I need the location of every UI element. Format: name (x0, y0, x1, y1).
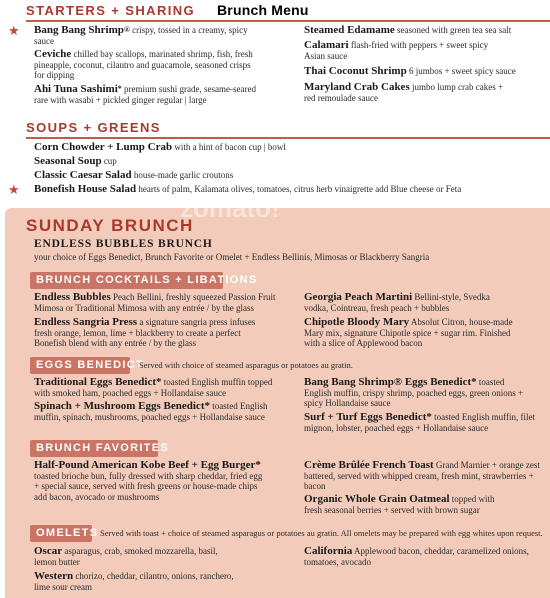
menu-item: Oscar asparagus, crab, smoked mozzarella, basil, lemon butter (34, 545, 218, 567)
starters-heading: STARTERS + SHARING (26, 3, 196, 18)
menu-item: Chipotle Bloody Mary Absolut Citron, house-made Mary mix, signature Chipotle spice + sugar rim. Finished with a slice of Applewood bacon (304, 316, 513, 348)
menu-item: Georgia Peach Martini Bellini-style, Svedka vodka, Cointreau, fresh peach + bubbles (304, 291, 490, 313)
sunday-brunch-heading: SUNDAY BRUNCH (26, 216, 194, 235)
soups-heading: SOUPS + GREENS (26, 120, 161, 135)
menu-item: Half-Pound American Kobe Beef + Egg Burger* toasted brioche bun, fully dressed with sharp cheddar, fried egg + special sauce, served with fresh greens or house-made chips add bacon, avocado or mushrooms (34, 459, 263, 502)
watermark: zomato! (180, 193, 280, 223)
menu-item: Calamari flash-fried with peppers + sweet spicy Asian sauce (304, 39, 489, 61)
menu-item: Corn Chowder + Lump Crab with a hint of bacon cup | bowl (34, 141, 286, 153)
star-icon: ★ (8, 182, 20, 197)
benedict-note: Served with choice of steamed asparagus or potatoes au gratin. (139, 360, 353, 370)
menu-item: Ceviche chilled bay scallops, marinated shrimp, fish, fresh pineapple, coconut, cilantro and guacamole, seasoned crisps for dipping (34, 48, 253, 80)
soups-rule (26, 137, 550, 139)
menu-item: Classic Caesar Salad house-made garlic croutons (34, 169, 234, 181)
menu-item: Thai Coconut Shrimp 6 jumbos + sweet spicy sauce (304, 65, 516, 77)
menu-item: Surf + Turf Eggs Benedict* toasted English muffin, filet mignon, lobster, poached eggs + Hollandaise sauce (304, 411, 535, 433)
cocktails-heading: BRUNCH COCKTAILS + LIBATIONS (36, 274, 258, 286)
menu-item: California Applewood bacon, cheddar, caramelized onions, tomatoes, avocado (304, 545, 529, 567)
menu-item: Bang Bang Shrimp® crispy, tossed in a creamy, spicy sauce (34, 24, 248, 46)
menu-item: Bonefish House Salad hearts of palm, Kalamata olives, tomatoes, citrus herb vinaigrette add Blue cheese or Feta (34, 183, 462, 195)
starters-rule (26, 20, 550, 22)
benedict-heading: EGGS BENEDICT (36, 359, 144, 371)
menu-item: Endless Bubbles Peach Bellini, freshly squeezed Passion Fruit Mimosa or Traditional Mimosa with any entrée / by the glass (34, 291, 276, 313)
menu-item: Organic Whole Grain Oatmeal topped with fresh seasonal berries + served with brown sugar (304, 493, 495, 515)
star-icon: ★ (8, 23, 20, 38)
menu-item: Steamed Edamame seasoned with green tea sea salt (304, 24, 512, 36)
favorites-heading: BRUNCH FAVORITES (36, 442, 170, 454)
menu-item: Western chorizo, cheddar, cilantro, onions, ranchero, lime sour cream (34, 570, 234, 592)
menu-item: Spinach + Mushroom Eggs Benedict* toasted English muffin, spinach, mushrooms, poached eggs + Hollandaise sauce (34, 400, 268, 422)
menu-item: Crème Brûlée French Toast Grand Marnier + orange zest battered, served with whipped cream, fresh mint, strawberries + bacon (304, 459, 540, 491)
menu-item: Seasonal Soup cup (34, 155, 117, 167)
menu-item: Ahi Tuna Sashimi* premium sushi grade, sesame-seared rare with wasabi + pickled ginger regular | large (34, 83, 256, 105)
omelets-note: Served with toast + choice of steamed asparagus or potatoes au gratin. All omelets may be prepared with egg whites upon request. (100, 528, 543, 538)
menu-item: Bang Bang Shrimp® Eggs Benedict* toasted English muffin, crispy shrimp, poached eggs, green onions + spicy Hollandaise sauce (304, 376, 524, 408)
menu-item: Traditional Eggs Benedict* toasted English muffin topped with smoked ham, poached eggs + Hollandaise sauce (34, 376, 273, 398)
menu-item: Maryland Crab Cakes jumbo lump crab cakes + red remoulade sauce (304, 81, 504, 103)
omelets-heading: OMELETS (36, 527, 99, 539)
menu-item: Endless Sangria Press a signature sangria press infuses fresh orange, lemon, lime + blackberry to create a perfect Bonefish blend with any entrée / by the glass (34, 316, 256, 348)
page-title: Brunch Menu (217, 2, 309, 18)
menu-item: ENDLESS BUBBLES BRUNCH your choice of Eggs Benedict, Brunch Favorite or Omelet + Endless Bellinis, Mimosas or Blackberry Sangria (34, 238, 430, 262)
